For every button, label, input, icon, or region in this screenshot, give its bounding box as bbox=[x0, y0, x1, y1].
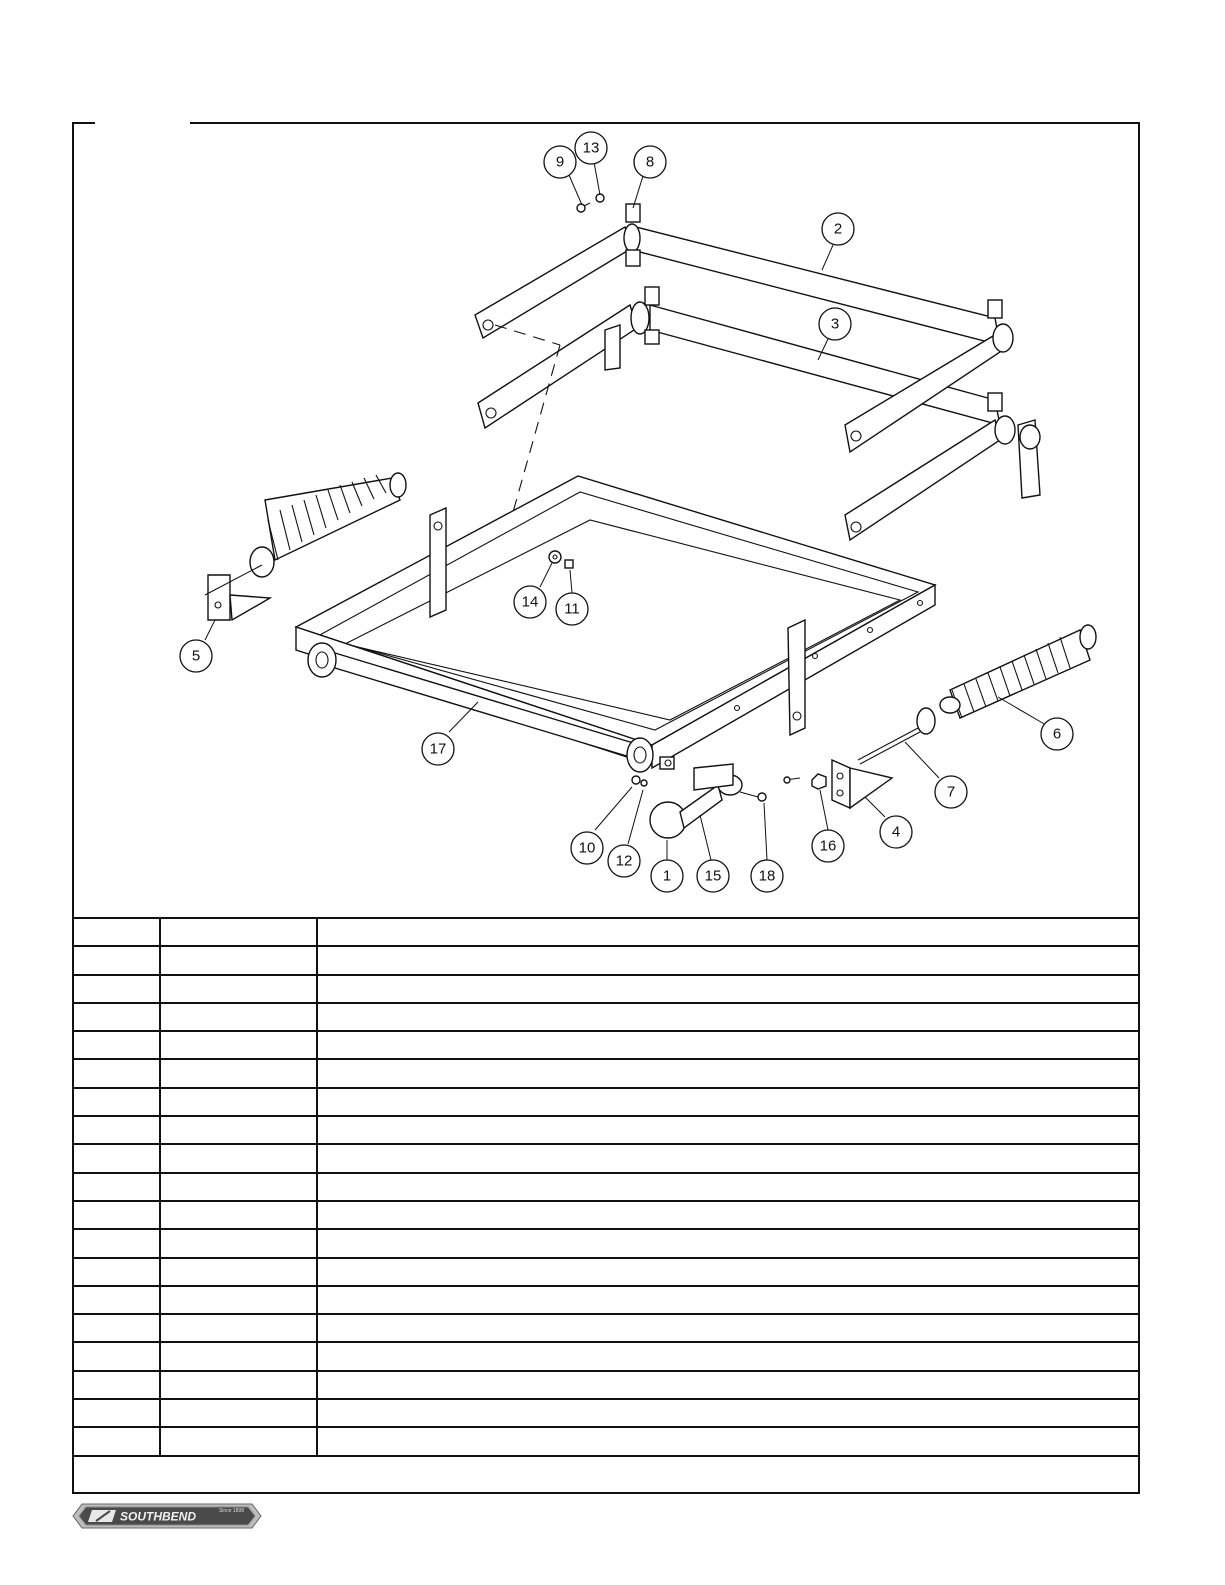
item-number-cell bbox=[73, 1258, 160, 1286]
description-cell bbox=[317, 975, 1139, 1003]
table-row bbox=[73, 1399, 1139, 1427]
table-row bbox=[73, 1173, 1139, 1201]
svg-text:7: 7 bbox=[946, 783, 956, 801]
svg-text:6: 6 bbox=[1052, 725, 1062, 743]
item-number-cell bbox=[73, 1342, 160, 1370]
right-spring-assembly bbox=[832, 625, 1096, 808]
table-row bbox=[73, 1258, 1139, 1286]
table-row bbox=[73, 1229, 1139, 1257]
callout-15 bbox=[697, 860, 729, 892]
svg-text:18: 18 bbox=[758, 867, 776, 885]
part-number-cell bbox=[160, 1088, 317, 1116]
parts-list-table bbox=[72, 917, 1140, 1457]
callout-17 bbox=[422, 733, 454, 765]
item-number-cell bbox=[73, 1144, 160, 1172]
part-number-cell bbox=[160, 1314, 317, 1342]
part-number-cell bbox=[160, 1427, 317, 1455]
callout-13 bbox=[575, 132, 607, 164]
description-cell bbox=[317, 1031, 1139, 1059]
item-number-cell bbox=[73, 1286, 160, 1314]
svg-text:14: 14 bbox=[521, 593, 539, 611]
part-number-cell bbox=[160, 1399, 317, 1427]
table-row bbox=[73, 1314, 1139, 1342]
table-row bbox=[73, 1427, 1139, 1455]
description-cell bbox=[317, 946, 1139, 974]
callout-1 bbox=[651, 860, 683, 892]
part-number-cell bbox=[160, 1173, 317, 1201]
description-cell bbox=[317, 1003, 1139, 1031]
description-cell bbox=[317, 1144, 1139, 1172]
callout-16 bbox=[812, 830, 844, 862]
description-cell bbox=[317, 1088, 1139, 1116]
item-number-cell bbox=[73, 1173, 160, 1201]
table-row bbox=[73, 1201, 1139, 1229]
svg-text:8: 8 bbox=[645, 153, 655, 171]
description-cell bbox=[317, 1116, 1139, 1144]
description-cell bbox=[317, 1201, 1139, 1229]
callout-2 bbox=[822, 213, 854, 245]
logo-wordmark: SOUTHBEND bbox=[120, 1509, 197, 1524]
callout-5 bbox=[180, 640, 212, 672]
table-row bbox=[73, 1342, 1139, 1370]
description-cell bbox=[317, 1229, 1139, 1257]
description-cell bbox=[317, 1314, 1139, 1342]
part-number-cell bbox=[160, 1342, 317, 1370]
description-cell bbox=[317, 1342, 1139, 1370]
item-number-cell bbox=[73, 1229, 160, 1257]
part-number-cell bbox=[160, 946, 317, 974]
part-number-cell bbox=[160, 1201, 317, 1229]
table-row bbox=[73, 975, 1139, 1003]
svg-text:10: 10 bbox=[578, 839, 596, 857]
callout-14 bbox=[514, 586, 546, 618]
description-cell bbox=[317, 1371, 1139, 1399]
part-number-cell bbox=[160, 1258, 317, 1286]
svg-text:3: 3 bbox=[830, 315, 840, 333]
table-row bbox=[73, 1116, 1139, 1144]
item-number-cell bbox=[73, 918, 160, 946]
svg-text:4: 4 bbox=[891, 823, 901, 841]
item-number-cell bbox=[73, 1399, 160, 1427]
table-row bbox=[73, 1003, 1139, 1031]
callout-12 bbox=[608, 845, 640, 877]
item-number-cell bbox=[73, 1371, 160, 1399]
item-number-cell bbox=[73, 1059, 160, 1087]
part-number-cell bbox=[160, 918, 317, 946]
part-number-cell bbox=[160, 1144, 317, 1172]
description-cell bbox=[317, 1286, 1139, 1314]
table-row bbox=[73, 1059, 1139, 1087]
handle-assembly bbox=[632, 757, 826, 838]
item-number-cell bbox=[73, 1003, 160, 1031]
part-number-cell bbox=[160, 1031, 317, 1059]
table-row bbox=[73, 1088, 1139, 1116]
callout-10 bbox=[571, 832, 603, 864]
southbend-logo bbox=[72, 1503, 262, 1529]
description-cell bbox=[317, 1059, 1139, 1087]
main-frame-assembly bbox=[296, 476, 935, 772]
item-number-cell bbox=[73, 1031, 160, 1059]
svg-text:15: 15 bbox=[704, 867, 722, 885]
callout-7 bbox=[935, 776, 967, 808]
table-row bbox=[73, 946, 1139, 974]
item-number-cell bbox=[73, 1427, 160, 1455]
table-row bbox=[73, 1144, 1139, 1172]
part-number-cell bbox=[160, 975, 317, 1003]
table-row bbox=[73, 1286, 1139, 1314]
part-number-cell bbox=[160, 1059, 317, 1087]
part-number-cell bbox=[160, 1371, 317, 1399]
item-number-cell bbox=[73, 1201, 160, 1229]
svg-text:5: 5 bbox=[191, 647, 201, 665]
callout-18 bbox=[751, 860, 783, 892]
callout-9 bbox=[544, 146, 576, 178]
svg-text:16: 16 bbox=[819, 837, 837, 855]
part-number-cell bbox=[160, 1286, 317, 1314]
item-number-cell bbox=[73, 1314, 160, 1342]
table-row bbox=[73, 1031, 1139, 1059]
svg-text:12: 12 bbox=[615, 852, 633, 870]
svg-text:11: 11 bbox=[564, 600, 580, 618]
description-cell bbox=[317, 1258, 1139, 1286]
part-number-cell bbox=[160, 1003, 317, 1031]
logo-tagline: Since 1898 bbox=[218, 1508, 244, 1514]
item-number-cell bbox=[73, 1088, 160, 1116]
part-number-cell bbox=[160, 1229, 317, 1257]
description-cell bbox=[317, 1427, 1139, 1455]
svg-text:2: 2 bbox=[833, 220, 843, 238]
svg-text:17: 17 bbox=[429, 740, 447, 758]
description-cell bbox=[317, 1173, 1139, 1201]
callout-11 bbox=[556, 593, 588, 625]
description-cell bbox=[317, 918, 1139, 946]
svg-text:1: 1 bbox=[662, 867, 672, 885]
part-number-cell bbox=[160, 1116, 317, 1144]
callout-6 bbox=[1041, 718, 1073, 750]
table-row bbox=[73, 918, 1139, 946]
item-number-cell bbox=[73, 975, 160, 1003]
description-cell bbox=[317, 1399, 1139, 1427]
svg-text:9: 9 bbox=[555, 153, 565, 171]
svg-text:13: 13 bbox=[582, 139, 600, 157]
table-row bbox=[73, 1371, 1139, 1399]
callout-3 bbox=[819, 308, 851, 340]
callout-4 bbox=[880, 816, 912, 848]
item-number-cell bbox=[73, 1116, 160, 1144]
item-number-cell bbox=[73, 946, 160, 974]
callout-8 bbox=[634, 146, 666, 178]
